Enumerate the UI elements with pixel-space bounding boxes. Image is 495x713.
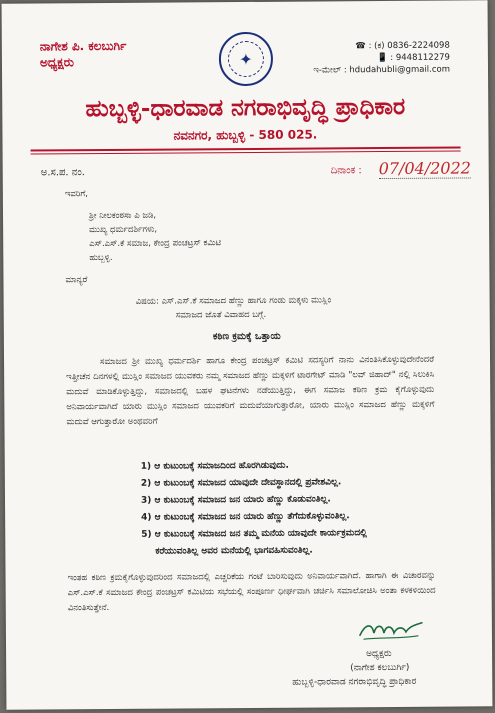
body-paragraph-2: ಇಂತಹ ಕಠಿಣ ಕ್ರಮಕೈಗೊಳ್ಳುವುದರಿಂದ ಸಮಾಜದಲ್ಲಿ ಎಚ್ಚರಿಕೆಯ ಗಂಟೆ ಬಾರಿಸುವುದು ಅನಿವಾರ್ಯವಾಗಿದೆ. ಹಾಗಾಗಿ ಈ ವಿಚಾರವನ್ನು ಎಸ್.ಎಸ್.ಕೆ ಸಮಾಜದ ಕೇಂದ್ರ ಪಂಚಟ್ರಸ್ ಕಮಿಟಿಯ ಸಭೆಯಲ್ಲಿ ಸಂಪೂರ್ಣ ಧೀರ್ಘವಾಗಿ ಚರ್ಚಿಸಿ ಸಮಾಲೋಚಿಸಿ ಅಂತಾ ಕಳಕಳಿಯಿಂದ ವಿನಂತಿಸುತ್ತೇನೆ. [67,570,436,614]
signatory-name: (ನಾಗೇಶ ಕಲಬುರ್ಗಿ) [350,662,410,674]
date-label: ದಿನಾಂಕ : [330,165,362,177]
letterhead-title: ಹುಬ್ಬಳ್ಳಿ-ಧಾರವಾಡ ನಗರಾಭಿವೃದ್ಧಿ ಪ್ರಾಧಿಕಾರ [85,92,406,123]
list-item: 2) ಆ ಕುಟುಂಬಕ್ಕೆ ಸಮಾಜದ ಯಾವುದೇ ದೇವಸ್ಥಾನದಲ್ಲಿ ಪ್ರವೇಶವಿಲ್ಲ. [140,477,342,489]
list-item: 3) ಆ ಕುಟುಂಬಕ್ಕೆ ಸಮಾಜದ ಜನ ಯಾರು ಹೆಣ್ಣು ಕೊಡುವಂತಿಲ್ಲ. [140,494,331,506]
letterhead-address: ನವನಗರ, ಹುಬ್ಬಳ್ಳಿ - 580 025. [173,127,318,143]
header-divider-thin [31,151,461,155]
recipient-organization: ಎಸ್.ಎಸ್.ಕೆ ಸಮಾಜ, ಕೇಂದ್ರ ಪಂಚಟ್ರಸ್ ಕಮಿಟಿ [89,238,222,250]
authority-seal [219,32,273,86]
recipient-name: ಶ್ರೀ ನೀಲಕಂಠಸಾ ಪಿ ಜಡಿ, [88,210,157,222]
subject-line-2: ಸಮಾಜದ ಜೊತೆ ವಿವಾಹದ ಬಗ್ಗೆ. [175,309,267,321]
list-item: ಕರೆಯುವಂತಿಲ್ಲ ಅವರ ಮನೆಯಲ್ಲಿ ಭಾಗವಹಿಸುವಂತಿಲ್ಲ. [155,545,313,557]
date-value: 07/04/2022 [378,158,471,179]
body-paragraph-1: ಸಮಾಜದ ಶ್ರೀ ಮುಖ್ಯ ಧರ್ಮದರ್ಶಿ ಹಾಗೂ ಕೇಂದ್ರ ಪಂಚಟ್ರಸ್ ಕಮಿಟಿ ಸದಸ್ಯರಿಗೆ ನಾನು ವಿನಂತಿಸಿಕೊಳ್ಳುವುದೇನೆಂದರೆ ಇತ್ತೀಚೆನ ದಿನಗಳಲ್ಲಿ ಮುಸ್ಲಿಂ ಸಮಾಜದ ಯುವಕರು ನಮ್ಮ ಸಮಾಜದ ಹೆಣ್ಣು ಮಕ್ಕಳಿಗೆ ಟಾರಗೇಟ್ ಮಾಡಿ "ಲವ್ ಜಿಹಾದ್" ನಲ್ಲಿ ಸಿಲುಕಿಸಿ ಮದುವೆ ಮಾಡಿಕೊಳ್ಳುತ್ತಿದ್ದು, ಸಮಾಜದಲ್ಲಿ ಬಹಳ ಘಟನೆಗಳು ನಡೆಯುತ್ತಿದ್ದು, ಈಗ ಸಮಾಜ ಕಠಿಣ ಕ್ರಮ ಕೈಗೊಳ್ಳುವುದು ಅನಿವಾರ್ಯವಾಗಿದೆ ಯಾರು ಮುಸ್ಲಿಂ ಸಮಾಜದ ಯುವಕರಿಗೆ ಮದುವೆಯಾಗುತ್ತಾರೋ, ಯಾರು ಮುಸ್ಲಿಂ ಸಮಾಜದ ಹೆಣ್ಣು ಮಕ್ಕಳಿಗೆ ಮದುವೆ ಆಗುತ್ತಾರೋ ಅಂಥವರಿಗೆ [66,354,435,428]
signatory-role: ಅಧ್ಯಕ್ಷರು [366,648,392,660]
letter-heading: ಕಠಿಣ ಕ್ರಮಕ್ಕೆ ಒತ್ತಾಯ [212,330,281,343]
reference-number-label: ಅ.ಸ.ಪ. ನಂ. [40,167,85,179]
letter-page [2,0,493,709]
chairman-name: ನಾಗೇಶ ಪಿ. ಕಲಬುರ್ಗಿ [39,38,127,54]
recipient-to: ಇವರಿಗೆ, [64,189,89,200]
email-address: ಇ-ಮೇಲ್ : hdudahubli@gmail.com [313,64,451,76]
handwritten-signature [356,617,426,643]
demand-list [141,457,367,561]
mobile-phone: 📱 : 9448112279 [376,52,450,64]
list-item: 1) ಆ ಕುಟುಂಬಕ್ಕೆ ಸಮಾಜದಿಂದ ಹೊರಗಿಡುವುದು. [140,460,289,472]
recipient-title: ಮುಖ್ಯ ಧರ್ಮದರ್ಶಿಗಳು, [89,224,158,236]
list-item: 5) ಆ ಕುಟುಂಬಕ್ಕೆ ಸಮಾಜದ ಜನ ತಮ್ಮ ಮನೆಯ ಯಾವುದೇ ಕಾರ್ಯಕ್ರಮದಲ್ಲಿ [141,528,367,540]
list-item: 4) ಆ ಕುಟುಂಬಕ್ಕೆ ಸಮಾಜದ ಜನ ಯಾರು ಹೆಣ್ಣು ತೆಗೆದುಕೊಳ್ಳುವಂತಿಲ್ಲ. [141,511,350,523]
seal-emblem-icon: ✦ [228,41,264,77]
salutation: ಮಾನ್ಯರೆ [65,275,88,286]
chairman-role: ಅಧ್ಯಕ್ಷರು [39,55,74,70]
signatory-authority: ಹುಬ್ಬಳ್ಳಿ-ಧಾರವಾಡ ನಗರಾಭಿವೃದ್ಧಿ ಪ್ರಾಧಿಕಾರ [292,676,417,688]
office-phone: ☎ : (ಕ) 0836-2224098 [355,40,450,52]
recipient-city: ಹುಬ್ಬಳ್ಳಿ. [89,252,113,264]
subject-line-1: ವಿಷಯ: ಎಸ್.ಎಸ್.ಕೆ ಸಮಾಜದ ಹೆಣ್ಣು ಹಾಗೂ ಗಂಡು ಮಕ್ಕಳು ಮುಸ್ಲಿಂ [135,295,332,307]
